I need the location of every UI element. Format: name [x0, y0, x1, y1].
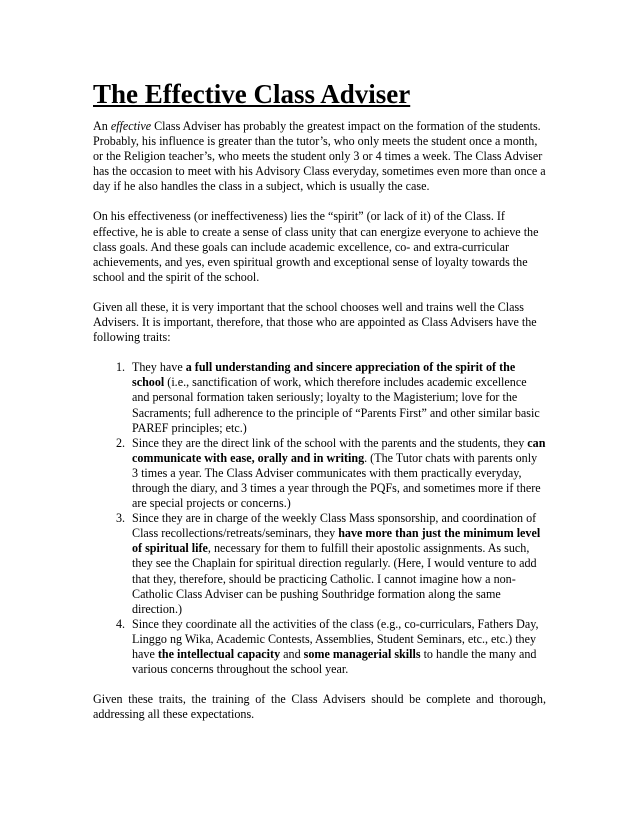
intro-rest: Class Adviser has probably the greatest impact on the formation of the students. Probably, his influence is greater than the tutor’s, who only meets the student once a month, or the Religion teacher’s, who meets the student only 3 or 4 times a week. The Class Adviser has the occasion to meet with his Advisory Class everyday, sometimes even more than once a day if he also handles the class in a subject, which is usually the case. — [93, 119, 546, 194]
list-item-bold: have more than just the minimum level of spiritual life — [132, 526, 541, 556]
list-item-bold: some managerial skills — [303, 647, 421, 661]
list-item-number: 3. — [116, 511, 126, 526]
effectiveness-paragraph: On his effectiveness (or ineffectiveness) lies the “spirit” (or lack of it) of the Class. If effective, he is able to create a sense of class unity that can energize everyone to achieve the class goals. And these goals can include academic excellence, co- and extra-curricular achievements, and yes, even spiritual growth and exceptional sense of loyalty towards the school and the spirit of the school. — [93, 209, 539, 284]
list-item-text: Since they coordinate all the activities of the class (e.g., co-curriculars, Fathers Day, Linggo ng Wika, Academic Contests, Assemblies, Student Seminars, etc., etc.) they have — [132, 616, 539, 661]
list-item-bold: a full understanding and sincere appreciation of the spirit of the school — [132, 360, 516, 390]
conclusion-paragraph: Given these traits, the training of the Class Advisers should be complete and thorough, addressing all these expectations. — [93, 692, 546, 722]
intro-emphasis: effective — [110, 119, 152, 133]
list-item-text: to handle the many and various concerns throughout the school year. — [132, 647, 537, 677]
list-item-text: Since they are in charge of the weekly Class Mass sponsorship, and coordination of Class recollections/retreats/seminars, they — [132, 511, 537, 541]
list-item-text: (i.e., sanctification of work, which therefore includes academic excellence and personal formation taken seriously; loyalty to the Magisterium; love for the Sacraments; full adherence to the principle of “Parents First” and other similar basic PAREF principles; etc.) — [132, 375, 540, 435]
traits-intro-paragraph: Given all these, it is very important that the school chooses well and trains well the Class Advisers. It is important, therefore, that those who are appointed as Class Advisers have the following traits: — [93, 299, 537, 345]
list-item-number: 4. — [116, 616, 126, 631]
list-item — [116, 435, 546, 511]
list-item-text: and — [280, 647, 304, 661]
list-item-number: 1. — [116, 360, 126, 375]
list-item-text: They have — [132, 360, 186, 375]
list-item — [116, 360, 546, 435]
list-item-text: Since they are the direct link of the school with the parents and the students, they — [132, 435, 528, 450]
list-item-bold: can communicate with ease, orally and in writing — [132, 435, 546, 465]
traits-list — [93, 360, 546, 677]
intro-lead: An — [93, 119, 111, 133]
page-title: The Effective Class Adviser — [93, 79, 411, 109]
list-item — [116, 511, 546, 617]
list-item-text: , necessary for them to fulfill their apostolic assignments. As such, they see the Chaplain for spiritual direction regularly. (Here, I would venture to add that they, therefore, should be practicing Catholic. I cannot imagine how a non-Catholic Class Adviser can be pushing Southridge formation along the same direction.) — [132, 541, 537, 616]
list-item-number: 2. — [116, 435, 126, 450]
list-item-bold: the intellectual capacity — [157, 647, 281, 661]
intro-paragraph — [93, 119, 546, 194]
list-item — [116, 616, 546, 677]
list-item-text: . (The Tutor chats with parents only 3 times a year. The Class Adviser communicates with them practically everyday, through the diary, and 3 times a year through the PQFs, and sometimes more if there are special projects or concerns.) — [132, 450, 541, 511]
